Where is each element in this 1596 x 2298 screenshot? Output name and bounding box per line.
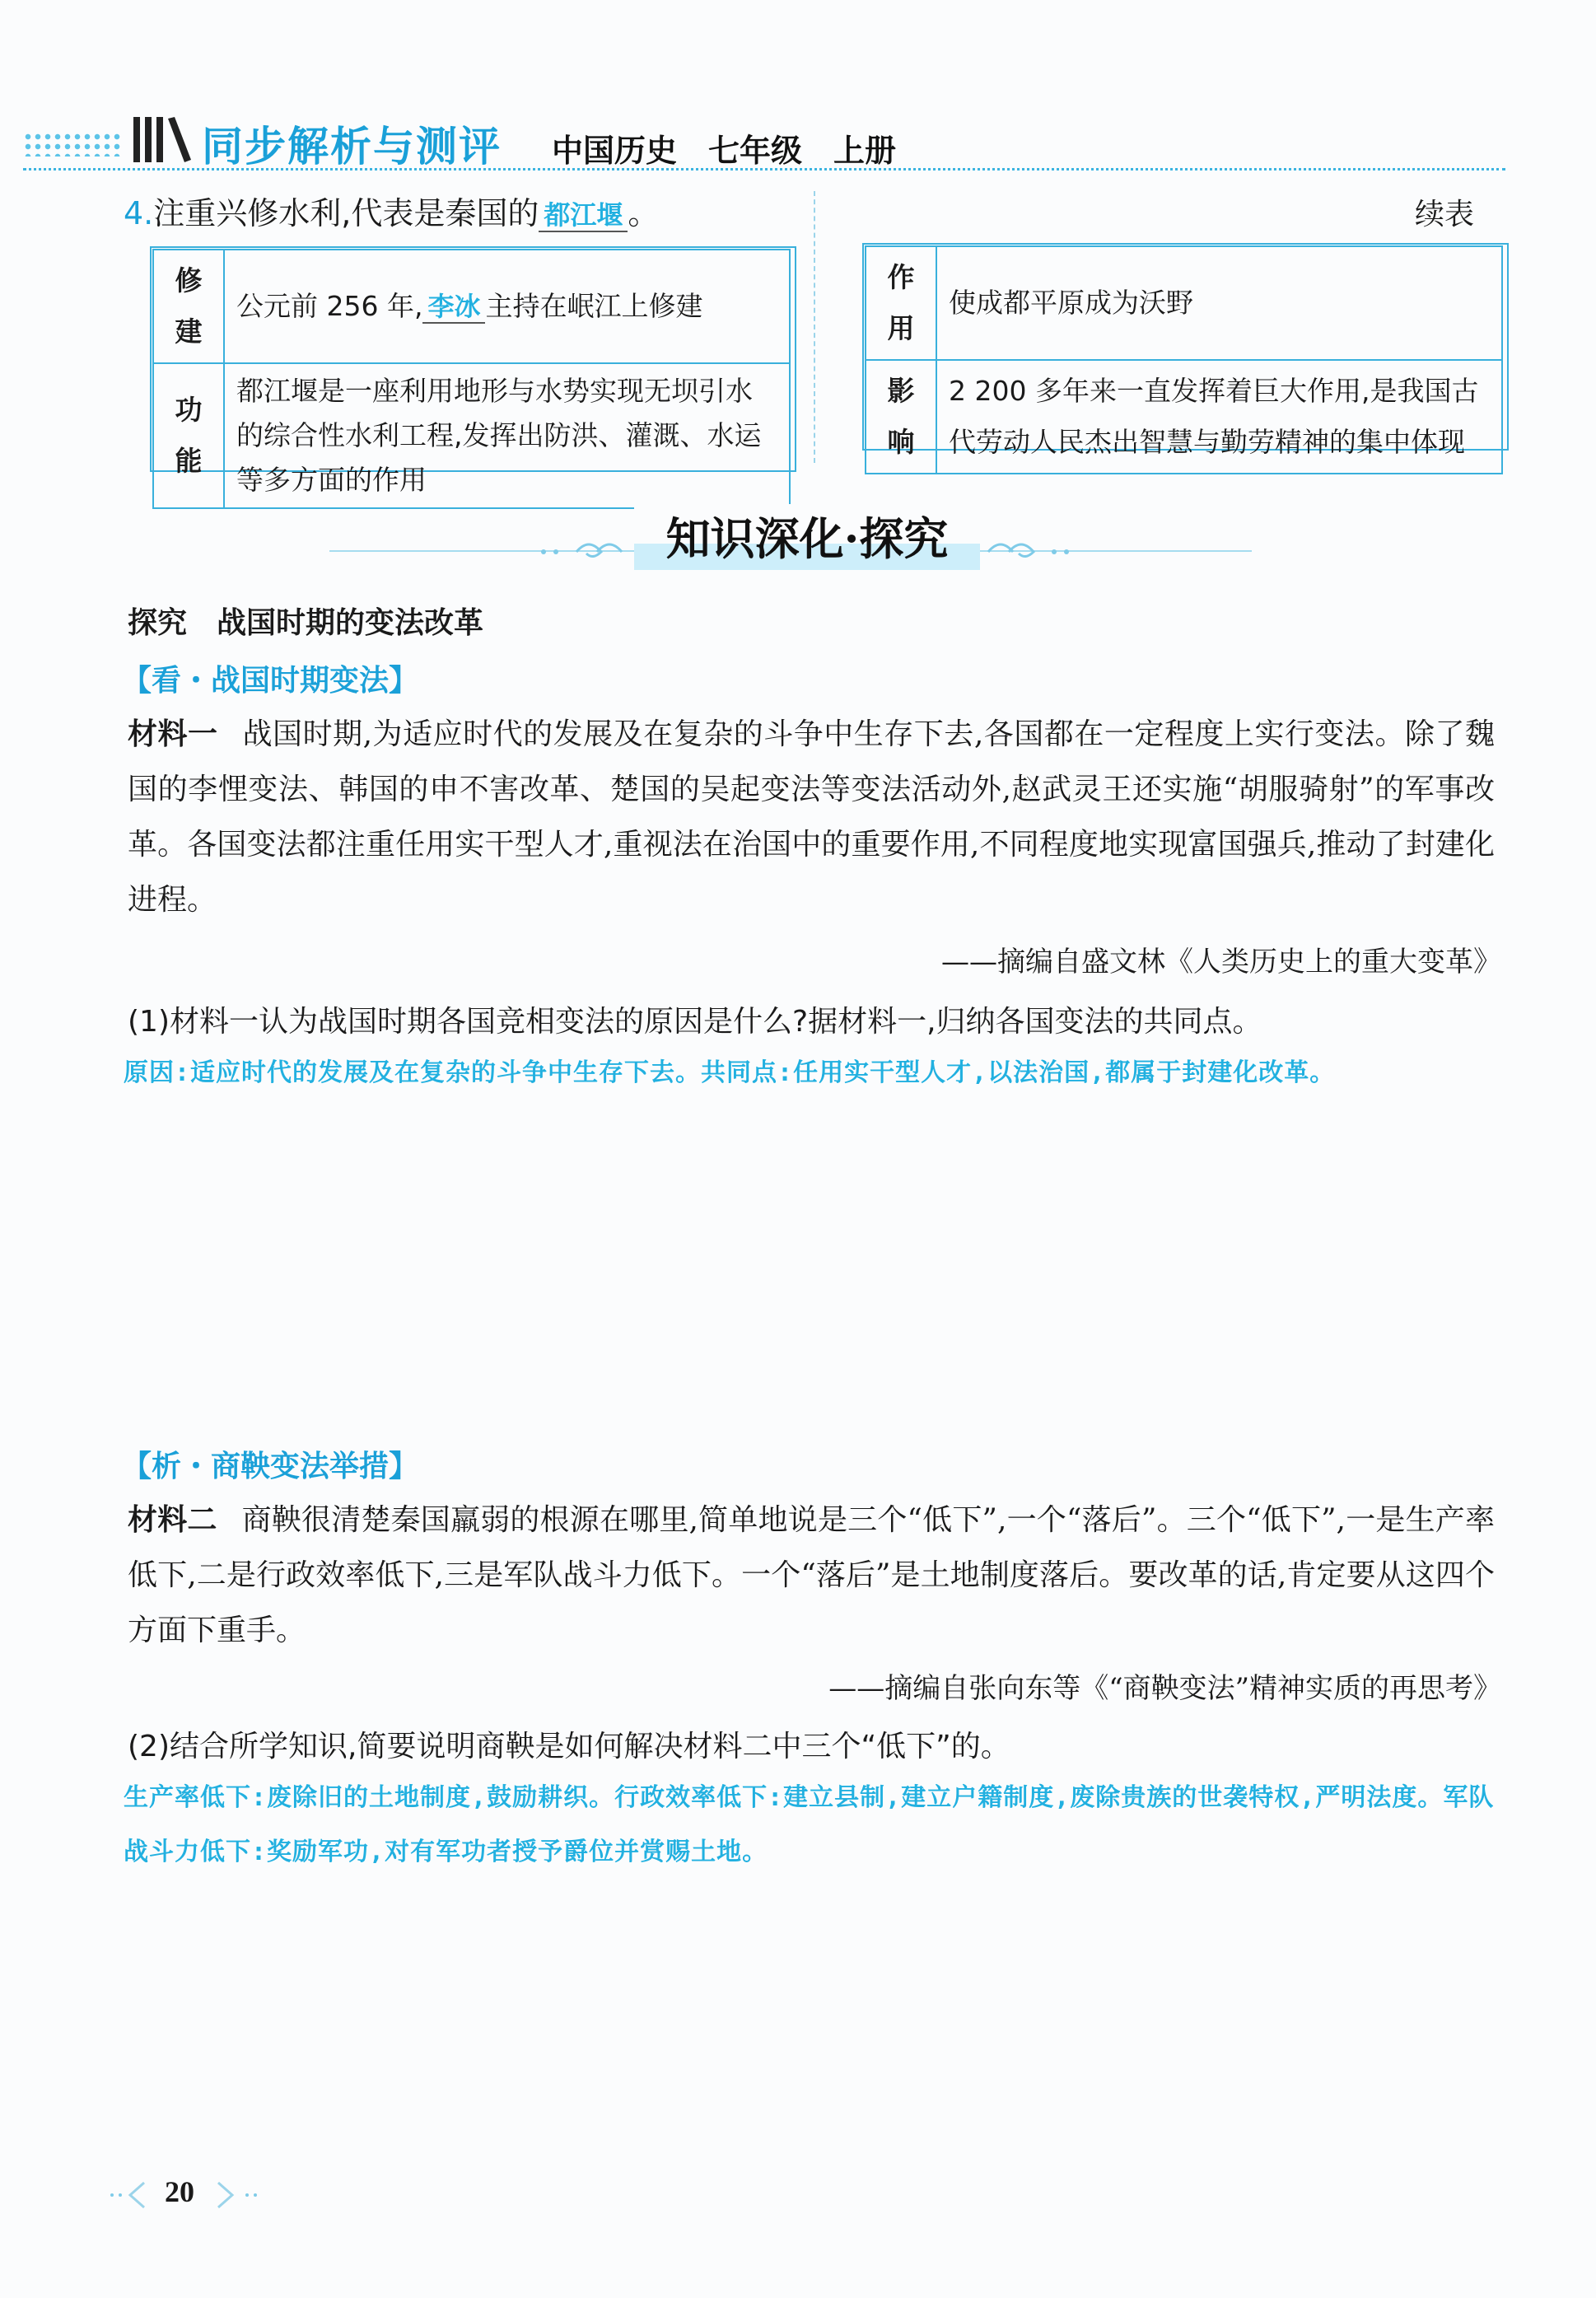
info-table-right	[865, 245, 1503, 474]
table-row	[153, 250, 790, 363]
item-text: 注重兴修水利,代表是秦国的	[153, 195, 539, 231]
material-source: ——摘编自盛文林《人类历史上的重大变革》	[941, 946, 1501, 979]
row-value: 都江堰是一座利用地形与水势实现无坝引水的综合性水利工程,发挥出防洪、灌溉、水运等多方面的作用	[224, 363, 790, 508]
material-two	[128, 1492, 1495, 1658]
material-text: 战国时期,为适应时代的发展及在复杂的斗争中生存下去,各国都在一定程度上实行变法。除了魏国的李悝变法、韩国的申不害改革、楚国的吴起变法等变法活动外,赵武灵王还实施“胡服骑射”的军事改革。各国变法都注重任用实干型人才,重视法在治国中的重要作用,不同程度地实现富国强兵,推动了封建化进程。	[128, 717, 1495, 917]
answer-2: 生产率低下:废除旧的土地制度,鼓励耕织。行政效率低下:建立县制,建立户籍制度,废除贵族的世袭特权,严明法度。军队战斗力低下:奖励军功,对有军功者授予爵位并赏赐土地。	[124, 1783, 1495, 1866]
item-number: 4.	[124, 195, 154, 231]
explore-title: 探究 战国时期的变法改革	[128, 606, 484, 640]
part2-tag: 【析・商鞅变法举措】	[122, 1450, 419, 1483]
material-text: 商鞅很清楚秦国羸弱的根源在哪里,简单地说是三个“低下”,一个“落后”。三个“低下”,一是生产率低下,二是行政效率低下,三是军队战斗力低下。一个“落后”是土地制度落后。要改革的话,肯定要从这四个方面下重手。	[128, 1503, 1495, 1647]
table-row	[866, 360, 1502, 474]
row-value: 使成都平原成为沃野	[936, 246, 1502, 360]
column-divider	[814, 191, 815, 463]
item-4	[124, 188, 659, 233]
subject-title: 中国历史 七年级 上册	[552, 133, 897, 169]
fill-answer: 李冰	[422, 291, 485, 324]
row-value: 2 200 多年来一直发挥着巨大作用,是我国古代劳动人民杰出智慧与勤劳精神的集中体现	[936, 360, 1502, 474]
table-row	[153, 363, 790, 508]
section-title: 知识深化·探究	[634, 504, 980, 570]
row-value-text: 公元前 256 年,	[236, 290, 423, 322]
info-table-left	[152, 249, 791, 509]
continued-label: 续表	[1415, 198, 1475, 231]
row-key: 修建	[153, 250, 224, 363]
series-title: 同步解析与测评	[202, 123, 502, 170]
question-1: (1)材料一认为战国时期各国竞相变法的原因是什么?据材料一,归纳各国变法的共同点。	[128, 1005, 1262, 1039]
header-dots-decoration	[23, 132, 122, 156]
material-label: 材料一	[128, 717, 218, 751]
material-label: 材料二	[128, 1503, 217, 1537]
part1-tag: 【看・战国时期变法】	[122, 664, 419, 698]
item-text-end: 。	[628, 195, 660, 231]
row-value	[224, 250, 790, 363]
row-key: 影响	[866, 360, 936, 474]
material-source: ——摘编自张向东等《“商鞅变法”精神实质的再思考》	[828, 1672, 1501, 1705]
row-key: 作用	[866, 246, 936, 360]
swirl-ornament-icon	[527, 531, 626, 572]
book-stack-icon	[132, 109, 198, 166]
fill-answer: 都江堰	[539, 199, 628, 232]
page-number: 20	[165, 2175, 194, 2208]
question-2: (2)结合所学知识,简要说明商鞅是如何解决材料二中三个“低下”的。	[128, 1730, 1010, 1763]
row-key: 功能	[153, 363, 224, 508]
row-value-text: 主持在岷江上修建	[485, 290, 703, 322]
material-one	[128, 707, 1495, 927]
answer-1: 原因:适应时代的发展及在复杂的斗争中生存下去。共同点:任用实干型人才,以法治国,都属于封建化改革。	[124, 1058, 1336, 1087]
table-row	[866, 246, 1502, 360]
swirl-ornament-icon	[984, 531, 1083, 572]
header-divider	[23, 168, 1505, 170]
